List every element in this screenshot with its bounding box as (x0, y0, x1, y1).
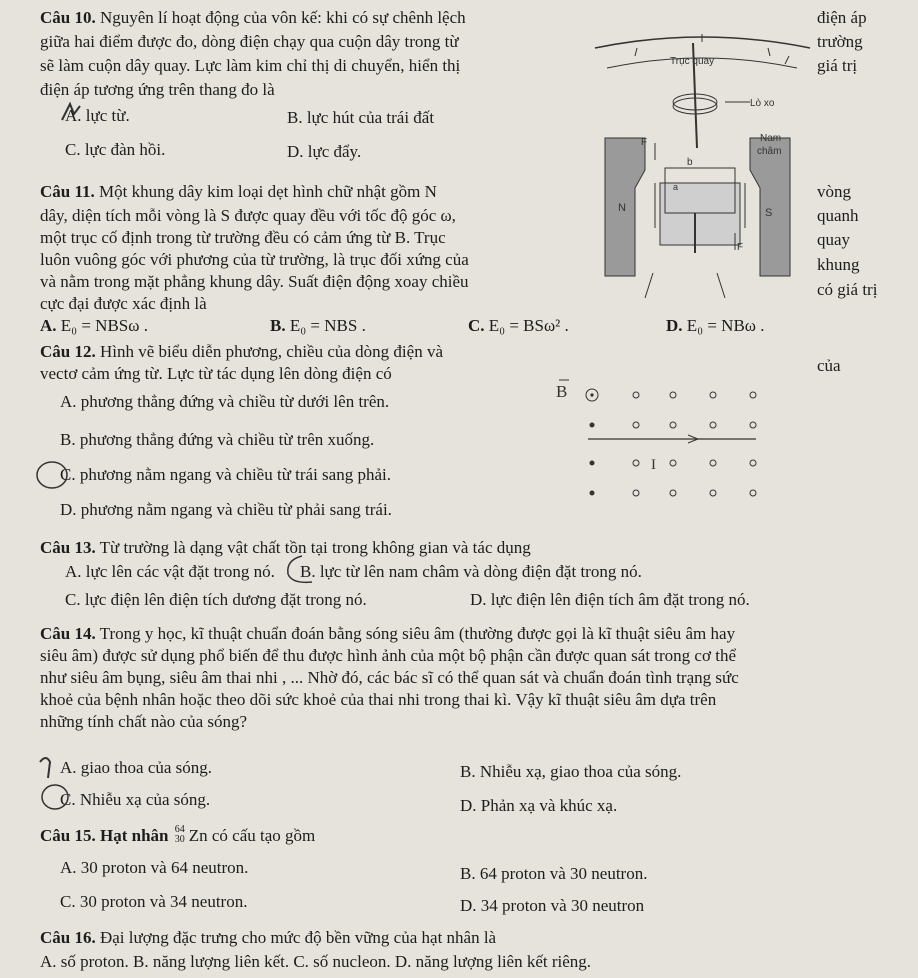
fig-label-i: I (651, 457, 656, 473)
q10-line-2: giữa hai điểm được đo, dòng điện chạy qua cuộn dây trong từ (40, 32, 459, 51)
question-number: Câu 14. (40, 624, 96, 643)
q14-option-b[interactable]: B. Nhiễu xạ, giao thoa của sóng. (460, 762, 682, 781)
q11-option-d[interactable] (666, 316, 765, 336)
q12-option-d[interactable]: D. phương nằm ngang và chiều từ phải sang trái. (60, 500, 392, 519)
q14-option-c[interactable]: C. Nhiễu xạ của sóng. (60, 790, 211, 809)
q13-option-a[interactable]: A. lực lên các vật đặt trong nó. (65, 562, 275, 581)
fig-label-b: b (687, 157, 693, 168)
q11-option-a-formula: E₀ = NBSω . (60, 316, 148, 335)
fig-label-b-vector: B (556, 382, 568, 401)
answer-circle-icon (36, 780, 70, 814)
galvanometer-diagram (585, 28, 820, 298)
question-number: Câu 16. (40, 928, 96, 947)
q10-right-word-2: trường (817, 32, 863, 51)
q14-option-a[interactable]: A. giao thoa của sóng. (60, 758, 213, 777)
q15-suffix: có cấu tạo gồm (211, 826, 316, 845)
q13-question: Câu 13. Từ trường là dạng vật chất tồn tại trong không gian và tác dụng (40, 538, 531, 557)
q10-option-c[interactable]: C. lực đàn hồi. (65, 140, 166, 159)
q11-line-4: luôn vuông góc với phương của từ trường, là trục đối xứng của (40, 250, 469, 269)
q10-right-word-1: điện áp (817, 8, 867, 27)
zn-mass-number: 64 (174, 824, 185, 835)
q11-option-d-label: D. (666, 316, 683, 335)
q13-option-b[interactable]: B. lực từ lên nam châm và dòng điện đặt trong nó. (300, 562, 642, 581)
answer-circle-icon (30, 455, 70, 495)
fig-label-f-top: F (641, 137, 648, 148)
zn-atomic-number: 30 (174, 834, 185, 845)
fig-label-truc-quay: Trục quay (670, 56, 715, 67)
zn-symbol: Zn (188, 826, 208, 845)
zn-isotope (173, 826, 189, 846)
answer-circle-icon (282, 552, 322, 586)
q12-line-2: vectơ cảm ứng từ. Lực từ tác dụng lên dòng điện có (40, 364, 392, 383)
q16-options[interactable]: A. số proton. B. năng lượng liên kết. C. số nucleon. D. năng lượng liên kết riêng. (40, 952, 592, 971)
q11-option-d-formula: E₀ = NBω . (686, 316, 765, 335)
fig-label-nam: Nam (760, 133, 782, 144)
q15-prefix: Câu 15. Hạt nhân (40, 826, 169, 845)
q11-line-3: một trục cố định trong từ trường đều có cảm ứng từ B. Trục (40, 228, 446, 247)
fig-label-cham: châm (757, 146, 782, 157)
question-number: Câu 13. (40, 538, 96, 557)
check-mark-icon (36, 752, 62, 780)
q11-right-word-3: quay (817, 230, 851, 249)
q14-line-1: Câu 14. Trong y học, kĩ thuật chuẩn đoán bằng sóng siêu âm (thường được gọi là kĩ thuật siêu âm hay (40, 624, 736, 643)
q15-option-c[interactable]: C. 30 proton và 34 neutron. (60, 892, 248, 911)
q11-option-c-formula: E₀ = BSω² . (488, 316, 569, 335)
q11-line-1: Câu 11. Một khung dây kim loại dẹt hình chữ nhật gồm N (40, 182, 437, 201)
q14-line-4: khoẻ của bệnh nhân hoặc theo dõi sức khoẻ của thai nhi trong thai kì. Vậy kĩ thuật siêu âm dựa trên (40, 690, 717, 709)
q12-option-a[interactable]: A. phương thẳng đứng và chiều từ dưới lên trên. (60, 392, 390, 411)
fig-label-s: S (765, 207, 773, 219)
q12-line-1: Câu 12. Hình vẽ biểu diễn phương, chiều của dòng điện và (40, 342, 443, 361)
q14-line-5: những tính chất nào của sóng? (40, 712, 248, 731)
q11-option-b[interactable] (270, 316, 366, 336)
q11-option-b-formula: E₀ = NBS . (289, 316, 366, 335)
q11-right-word-5: có giá trị (817, 280, 878, 299)
q11-right-word-4: khung (817, 255, 860, 274)
fig-label-n: N (618, 202, 626, 214)
q12-right-word: của (817, 356, 841, 375)
question-number: Câu 11. (40, 182, 95, 201)
q13-option-c[interactable]: C. lực điện lên điện tích dương đặt trong nó. (65, 590, 367, 609)
q11-option-c-label: C. (468, 316, 485, 335)
q11-line-2: dây, diện tích mỗi vòng là S được quay đều với tốc độ góc ω, (40, 206, 456, 225)
q15-option-a[interactable]: A. 30 proton và 64 neutron. (60, 858, 249, 877)
q11-option-c[interactable] (468, 316, 569, 336)
fig-label-a: a (673, 182, 679, 192)
q14-option-d[interactable]: D. Phản xạ và khúc xạ. (460, 796, 618, 815)
q16-question: Câu 16. Đại lượng đặc trưng cho mức độ bền vững của hạt nhân là (40, 928, 497, 947)
q10-option-a[interactable]: A. lực từ. (65, 106, 130, 125)
question-number: Câu 12. (40, 342, 96, 361)
pen-mark-icon (58, 100, 88, 126)
q14-line-2: siêu âm) được sử dụng phổ biến để thu được hình ảnh của một bộ phận cần được quan sát trong cơ thể (40, 646, 736, 665)
q12-option-b[interactable]: B. phương thẳng đứng và chiều từ trên xuống. (60, 430, 375, 449)
q10-line-4: điện áp tương ứng trên thang đo là (40, 80, 275, 99)
question-number: Câu 10. (40, 8, 96, 27)
q11-line-6: cực đại được xác định là (40, 294, 207, 313)
q15-question (40, 826, 315, 846)
q15-option-b[interactable]: B. 64 proton và 30 neutron. (460, 864, 648, 883)
q10-line-3: sẽ làm cuộn dây quay. Lực làm kim chỉ thị di chuyển, hiển thị (40, 56, 461, 75)
q10-right-word-3: giá trị (817, 56, 858, 75)
q11-line-5: và nằm trong mặt phẳng khung dây. Suất điện động xoay chiều (40, 272, 469, 291)
q10-line-1: Câu 10. Nguyên lí hoạt động của vôn kế: khi có sự chênh lệch (40, 8, 466, 27)
q13-option-d[interactable]: D. lực điện lên điện tích âm đặt trong nó. (470, 590, 750, 609)
q10-option-b[interactable]: B. lực hút của trái đất (287, 108, 435, 127)
fig-label-lo-xo: Lò xo (750, 98, 775, 109)
q11-option-a-label: A. (40, 316, 57, 335)
q15-option-d[interactable]: D. 34 proton và 30 neutron (460, 896, 645, 915)
q11-right-word-1: vòng (817, 182, 851, 201)
q12-option-c[interactable]: C. phương nằm ngang và chiều từ trái sang phải. (60, 465, 391, 484)
q11-option-b-label: B. (270, 316, 286, 335)
q14-line-3: như siêu âm bụng, siêu âm thai nhi , ... Nhờ đó, các bác sĩ có thể quan sát và chuẩn đoán tình trạng sức (40, 668, 739, 687)
q11-option-a[interactable] (40, 316, 148, 336)
q11-right-word-2: quanh (817, 206, 859, 225)
fig-label-f-bottom: F (737, 242, 744, 253)
q10-option-d[interactable]: D. lực đẩy. (287, 142, 362, 161)
magnetic-field-diagram (556, 375, 776, 505)
